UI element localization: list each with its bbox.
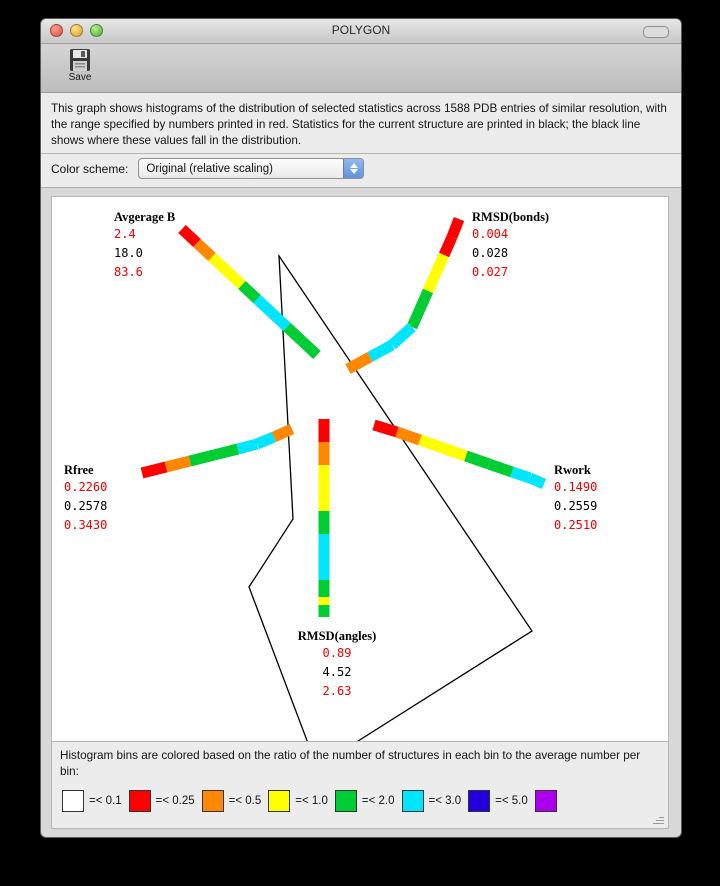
stat-label-rwork [554,463,597,535]
stat-name: Rwork [554,463,591,477]
legend-caption: =< 1.0 [295,795,328,807]
axis-rwork [352,419,544,484]
stat-name: RMSD(bonds) [472,210,550,224]
legend-panel [51,741,669,829]
legend-caption: =< 0.25 [155,795,195,807]
legend-item [535,790,562,812]
legend-item [62,790,122,812]
legend-items [60,790,660,812]
legend-item [468,790,528,812]
legend-caption: =< 2.0 [361,795,395,807]
legend-item [268,790,328,812]
stat-label-avgerage-b [114,210,175,282]
stat-current: 0.2578 [64,499,108,513]
stat-name: Rfree [64,463,94,477]
stat-min: 0.1490 [554,480,598,494]
legend-swatch-blue [468,790,490,812]
stat-max: 0.3430 [64,518,108,532]
stat-min: 2.4 [114,227,136,241]
stat-min: 0.2260 [64,480,108,494]
stat-name: RMSD(angles) [297,629,377,643]
stat-name: Avgerage B [114,210,176,224]
save-button[interactable] [53,46,107,83]
legend-caption: =< 5.0 [495,795,528,807]
axis-rfree [118,429,292,479]
floppy-disk-icon [53,46,107,74]
legend-swatch-cyan [402,790,424,812]
polygon-window [40,18,682,838]
color-scheme-label: Color scheme: [51,161,129,176]
axis-avgerage-b [182,229,317,355]
save-button-label: Save [68,72,92,83]
legend-item [335,790,395,812]
legend-caption: =< 0.1 [89,795,122,807]
legend-swatch-red [129,790,151,812]
legend-swatch-green [335,790,357,812]
window-titlebar[interactable] [41,19,681,44]
description-text: This graph shows histograms of the distribution of selected statistics across 1588 PDB entries of similar resolution, with the range specified by numbers printed in red. Statistics for the current structure are printed in black; the black line shows where these values fall in the distribution. [41,93,681,154]
chevron-updown-icon [343,159,363,178]
stat-min: 0.004 [472,227,509,241]
legend-swatch-purple [535,790,557,812]
stat-max: 0.027 [472,265,509,279]
stat-max: 83.6 [114,265,143,279]
legend-caption: =< 3.0 [428,795,462,807]
stat-min: 0.89 [322,646,352,660]
stat-current: 18.0 [114,246,143,260]
color-scheme-select[interactable] [138,158,364,179]
legend-swatch-orange [202,790,224,812]
stat-current: 0.2559 [554,499,598,513]
stat-max: 0.2510 [554,518,598,532]
stat-current: 0.028 [472,246,509,260]
stat-current: 4.52 [322,665,352,679]
stat-label-rfree [64,463,107,535]
toolbar-toggle-button[interactable] [643,26,669,38]
legend-caption: =< 0.5 [228,795,262,807]
color-scheme-selected-value: Original (relative scaling) [146,163,273,175]
axis-rmsd-bonds [348,219,459,369]
polygon-plot [51,196,669,745]
toolbar [41,44,681,93]
legend-swatch-yellow [268,790,290,812]
legend-item [402,790,462,812]
window-title: POLYGON [331,23,391,37]
legend-swatch-white [62,790,84,812]
color-scheme-row [41,154,681,188]
legend-item [202,790,262,812]
stat-label-rmsd-bonds [472,210,549,282]
legend-item [129,790,195,812]
stat-max: 2.63 [322,684,352,698]
legend-description: Histogram bins are colored based on the ratio of the number of structures in each bin to the average number per bin: [60,749,641,778]
stat-label-rmsd-angles [282,629,392,701]
resize-grip[interactable] [653,813,665,825]
